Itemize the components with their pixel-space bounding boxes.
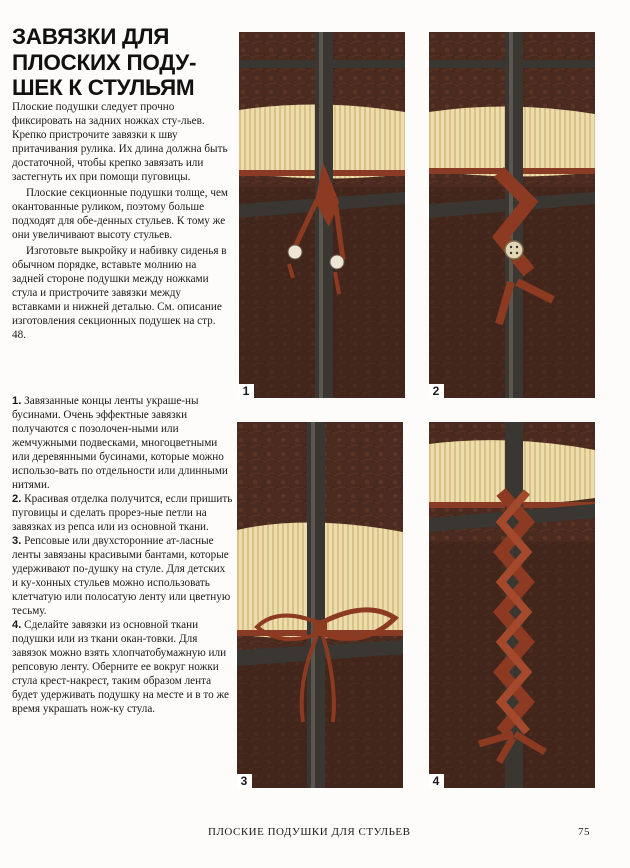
photo-4 (429, 422, 595, 788)
button-ribbon-tie-photo-icon (429, 32, 595, 398)
photo-1 (239, 32, 405, 398)
page-number: 75 (578, 826, 590, 838)
intro-text (12, 100, 230, 344)
title-line-1: ЗАВЯЗКИ ДЛЯ (12, 24, 170, 49)
caption-3: 3. Репсовые или двухсторонние ат-ласные ленты завязаны красивыми бантами, которые удерживают по-душку на стуле. Для детских и ку-хонных стульев можно использовать клетчатую или полосатую ленту или цветную тесьму. (12, 535, 231, 617)
page-title (12, 24, 227, 101)
title-line-2: ПЛОСКИХ ПОДУ- (12, 49, 197, 75)
caption-4: 4. Сделайте завязки из основной ткани подушки или из ткани окан-товки. Для завязок можно взять хлопчатобумажную или репсовую ленту. Оберните ее вокруг ножки стула крест-накрест, таким образом лента будет удерживать подушку на месте и в то же время украшать нож-ку стула. (12, 619, 230, 715)
intro-paragraph: Плоские подушки следует прочно фиксировать на задних ножках сту-льев. Крепко пристрочите завязки к шву притачивания рулика. Их длина должна быть достаточной, чтобы крепко завязать или застегнуть их при помощи пуговицы. (12, 101, 228, 183)
bow-ribbon-tie-photo-icon (237, 422, 403, 788)
title-line-3: ШЕК К СТУЛЬЯМ (12, 75, 195, 100)
photo-2 (429, 32, 595, 398)
intro-paragraph: Изготовьте выкройку и набивку сиденья в обычном порядке, вставьте молнию на задней стороне подушки между ножками стула и пристрочите завязки между вставками и нижней деталью. См. описание изготовления секционных подушек на стр. 48. (12, 245, 227, 341)
photo-3 (237, 422, 403, 788)
photo-number: 2 (429, 384, 444, 398)
running-footer-title: ПЛОСКИЕ ПОДУШКИ ДЛЯ СТУЛЬЕВ (208, 826, 411, 838)
photo-number: 4 (429, 774, 444, 788)
beaded-ribbon-tie-photo-icon (239, 32, 405, 398)
photo-number: 3 (237, 774, 252, 788)
intro-paragraph: Плоские секционные подушки толще, чем окантованные руликом, поэтому больше подходят для обе-денных стульев. К тому же они увеличивают высоту стульев. (12, 187, 229, 241)
criss-cross-ribbon-tie-photo-icon (429, 422, 595, 788)
caption-1: 1. Завязанные концы ленты украше-ны бусинами. Очень эффектные завязки получаются с позолочен-ными или жемчужными подвесками, многоцветными или деревянными бусинами, которые можно использо-вать по отдельности или длинными нитями. (12, 395, 228, 491)
caption-2: 2. Красивая отделка получится, если пришить пуговицы и сделать прорез-ные петли на завязках из репса или из основной ткани. (12, 493, 233, 533)
photo-captions (12, 394, 234, 716)
photo-number: 1 (239, 384, 254, 398)
